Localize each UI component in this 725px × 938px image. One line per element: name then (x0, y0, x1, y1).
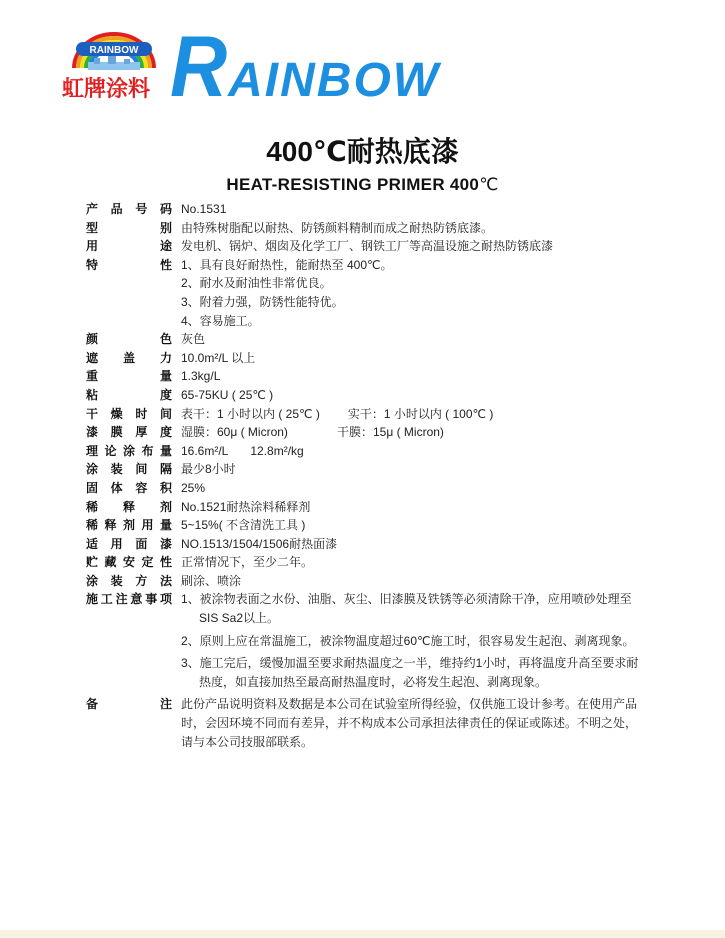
feature-item: 3、附着力强，防锈性能特优。 (181, 294, 344, 309)
spec-value: 10.0m²/L 以上 (181, 350, 256, 365)
spec-label: 特性 (86, 257, 172, 272)
note-item: 2、原则上应在常温施工，被涂物温度超过60℃施工时，很容易发生起泡、剥离现象。 (181, 633, 635, 648)
spec-value-pair (172, 442, 646, 461)
spec-label: 涂装间隔 (86, 462, 172, 477)
spec-row-type (86, 219, 646, 238)
spec-label: 备注 (86, 697, 172, 712)
spec-value-pair (172, 405, 646, 424)
spec-value: 灰色 (181, 332, 206, 347)
title-en-unit: ℃ (479, 175, 499, 194)
spec-row-film-thickness (86, 423, 646, 442)
spec-row-thinner (86, 498, 646, 517)
feature-item: 2、耐水及耐油性非常优良。 (181, 276, 332, 291)
spec-pair-item: 16.6m²/L (181, 443, 229, 458)
spec-row-theoretical-coverage (86, 442, 646, 461)
feature-item: 4、容易施工。 (181, 313, 260, 328)
spec-pair-item: 干膜：15μ ( Micron) (337, 425, 444, 440)
spec-row-thinner-ratio (86, 516, 646, 535)
spec-value: 1.3kg/L (181, 369, 221, 384)
spec-label: 型别 (86, 220, 172, 235)
brand-wordmark (170, 19, 441, 115)
spec-value: No.1531 (181, 202, 227, 216)
spec-value: 由特殊树脂配以耐热、防锈颜料精制而成之耐热防锈底漆。 (181, 220, 494, 235)
spec-value: 刷涂、喷涂 (181, 573, 242, 588)
spec-table (86, 200, 646, 751)
spec-row-weight (86, 367, 646, 386)
spec-label: 产品号码 (86, 202, 172, 216)
spec-value: 5~15%( 不含清洗工具 ) (181, 518, 306, 533)
spec-row-viscosity (86, 386, 646, 405)
spec-label: 理论涂布量 (86, 443, 172, 458)
note-item: 3、施工完后，缓慢加温至要求耐热温度之一半，维持约1小时，再将温度升高至要求耐热度，如直接加热至最高耐热温度时，必将发生起泡、剥离现象。 (181, 656, 639, 689)
spec-value: 正常情况下，至少二年。 (181, 555, 314, 570)
note-item: 1、被涂物表面之水份、油脂、灰尘、旧漆膜及铁锈等必须清除干净，应用喷砂处理至 SIS Sa2以上。 (181, 592, 632, 626)
spec-label: 粘度 (86, 387, 172, 402)
spec-row-topcoat (86, 535, 646, 554)
rainbow-logo-badge (68, 28, 160, 74)
spec-label: 遮盖力 (86, 350, 172, 365)
title-en-text: HEAT-RESISTING PRIMER 400 (226, 175, 480, 194)
spec-value-list (172, 256, 646, 330)
spec-value: 发电机、锅炉、烟囱及化学工厂、钢铁工厂等高温设施之耐热防锈底漆 (181, 239, 554, 254)
spec-label: 用途 (86, 239, 172, 254)
spec-value: 65-75KU ( 25℃ ) (181, 387, 274, 402)
spec-row-product-number (86, 200, 646, 219)
spec-value: No.1521耐热涂料稀释剂 (181, 499, 311, 514)
spec-label: 稀释剂 (86, 499, 172, 514)
brand-chinese-name: 虹牌涂料 (62, 76, 151, 101)
spec-row-storage-stability (86, 553, 646, 572)
spec-row-usage (86, 237, 646, 256)
product-title-chinese: 400℃耐热底漆 (266, 136, 459, 167)
spec-row-drying-time (86, 405, 646, 424)
spec-row-hiding-power (86, 349, 646, 368)
spec-row-remarks (86, 695, 646, 751)
spec-pair-item: 实干：1 小时以内 ( 100℃ ) (347, 406, 494, 421)
spec-row-features (86, 256, 646, 330)
spec-pair-item: 湿膜：60μ ( Micron) (181, 425, 288, 440)
product-title-english (0, 175, 725, 195)
feature-item: 1、具有良好耐热性，能耐热至 400℃。 (181, 257, 393, 272)
spec-label: 固体容积 (86, 480, 172, 495)
spec-label: 涂装方法 (86, 573, 172, 588)
spec-label: 贮藏安定性 (86, 555, 172, 570)
spec-label: 颜色 (86, 332, 172, 347)
brand-rest: AINBOW (228, 54, 441, 107)
spec-pair-item: 表干：1 小时以内 ( 25℃ ) (181, 406, 320, 421)
spec-row-recoat-interval (86, 460, 646, 479)
spec-row-application-notes (86, 590, 646, 695)
spec-label: 漆膜厚度 (86, 425, 172, 440)
spec-row-application-method (86, 572, 646, 591)
spec-value: 25% (181, 480, 206, 495)
spec-label: 重量 (86, 369, 172, 384)
spec-pair-item: 12.8m²/kg (250, 443, 304, 458)
spec-label: 施工注意事项 (86, 592, 172, 607)
spec-value: 最少8小时 (181, 462, 236, 477)
spec-row-color (86, 330, 646, 349)
spec-label: 适用面漆 (86, 536, 172, 551)
logo-badge-text: RAINBOW (89, 45, 139, 56)
spec-value-pair (172, 423, 646, 442)
spec-value: NO.1513/1504/1506耐热面漆 (181, 536, 338, 551)
spec-value-list (172, 590, 646, 695)
spec-value: 此份产品说明资料及数据是本公司在试验室所得经验，仅供施工设计参考。在使用产品时，会因环境不同而有差异，并不构成本公司承担法律责任的保证或陈述。不明之处，请与本公司技服部联系。 (181, 697, 638, 749)
spec-label: 干燥时间 (86, 406, 172, 421)
brand-initial: R (170, 19, 228, 115)
spec-label: 稀释剂用量 (86, 518, 172, 533)
spec-row-volume-solids (86, 479, 646, 498)
page-bottom-strip (0, 930, 725, 938)
